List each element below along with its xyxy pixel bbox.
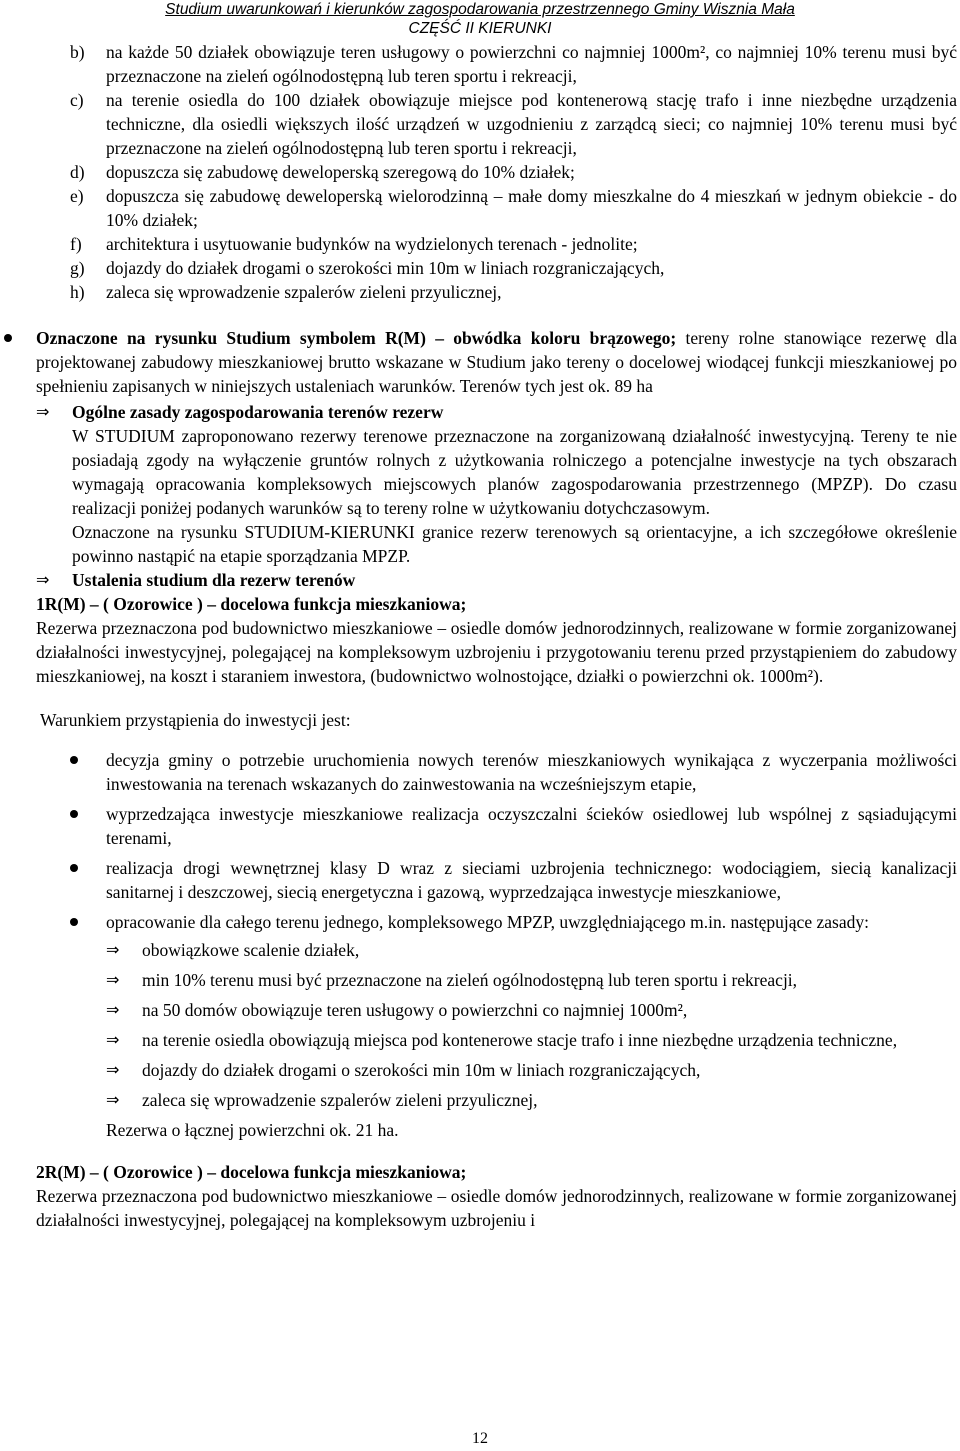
lettered-list [0, 40, 957, 304]
implies-arrow-icon: ⇒ [106, 1090, 120, 1109]
page-header [0, 0, 960, 38]
page-number: 12 [472, 1430, 488, 1447]
implies-arrow-icon: ⇒ [36, 570, 50, 589]
paragraph: Rezerwa przeznaczona pod budownictwo mieszkaniowe – osiedle domów jednorodzinnych, realizowane w formie zorganizowanej działalności inwestycyjnej, polegającej na kompleksowym uzbrojeniu i przygotowaniu terenu przed przystąpieniem do zabudowy mieszkaniowej, na koszt i staraniem inwestora, (budownictwo wolnostojące, działki o powierzchni ok. 1000m²). [36, 618, 957, 686]
bullet-dot-icon [4, 334, 12, 342]
reserve-heading-2: 2R(M) – ( Ozorowice ) – docelowa funkcja mieszkaniowa; [36, 1162, 467, 1182]
list-item: ⇒ zaleca się wprowadzenie szpalerów zieleni przyulicznej, [106, 1090, 538, 1110]
paragraph: Oznaczone na rysunku STUDIUM-KIERUNKI granice rezerw terenowych są orientacyjne, a ich szczegółowe określenie powinno nastąpić na etapie sporządzania MPZP. [72, 522, 957, 566]
list-item: wyprzedzająca inwestycje mieszkaniowe realizacja oczyszczalni ścieków osiedlowej lub wspólnej z sąsiadującymi terenami, [106, 802, 957, 850]
conditions-intro: Warunkiem przystąpienia do inwestycji jest: [40, 710, 351, 730]
list-item: c) na terenie osiedla do 100 działek obowiązuje miejsce pod kontenerową stację trafo i inne niezbędne urządzenia techniczne, dla osiedli większych ilość urządzeń w uzgodnieniu z zarządcą sieci; co najmniej 10% terenu musi być przeznaczone na zieleń ogólnodostępną lub teren sportu i rekreacji, [70, 90, 957, 158]
implies-arrow-icon: ⇒ [106, 970, 120, 989]
reserve-definition: Oznaczone na rysunku Studium symbolem R(M) – obwódka koloru brązowego; tereny rolne stanowiące rezerwę dla projektowanej zabudowy mieszkaniowej brutto wskazane w Studium jako tereny o docelowej wiodącej funkcji mieszkaniowej po spełnieniu zapisanych w niniejszych ustaleniach warunków. Terenów tych jest ok. 89 ha [36, 326, 957, 398]
rules-list [106, 938, 957, 1112]
implies-arrow-icon: ⇒ [106, 1060, 120, 1079]
section-heading-general: ⇒ Ogólne zasady zagospodarowania terenów rezerw [36, 402, 444, 422]
header-part: CZĘŚĆ II KIERUNKI [408, 20, 552, 37]
paragraph: Rezerwa przeznaczona pod budownictwo mieszkaniowe – osiedle domów jednorodzinnych, realizowane w formie zorganizowanej działalności inwestycyjnej, polegającej na kompleksowym uzbrojeniu i [36, 1186, 957, 1230]
list-item: ⇒ na terenie osiedla obowiązują miejsca pod kontenerowe stacje trafo i inne niezbędne urządzenia techniczne, [106, 1030, 898, 1050]
list-item: ⇒ min 10% terenu musi być przeznaczone na zieleń ogólnodostępną lub teren sportu i rekreacji, [106, 970, 798, 990]
list-item: ⇒ obowiązkowe scalenie działek, [106, 940, 360, 960]
implies-arrow-icon: ⇒ [36, 402, 50, 421]
implies-arrow-icon: ⇒ [106, 1030, 120, 1049]
implies-arrow-icon: ⇒ [106, 1000, 120, 1019]
list-item: d) dopuszcza się zabudowę deweloperską szeregową do 10% działek; [70, 162, 575, 182]
paragraph: W STUDIUM zaproponowano rezerwy terenowe przeznaczone na zorganizowaną działalność inwestycyjną. Tereny te nie posiadają zgody na wyłączenie gruntów rolnych z użytkowania rolniczego a potencjalne inwestycje na tych obszarach wymagają opracowania kompleksowych miejscowych planów zagospodarowania przestrzennego (MPZP). Do czasu realizacji poniżej podanych warunków są to tereny rolne w użytkowaniu dotychczasowym. [72, 426, 957, 518]
page-content [36, 40, 957, 1232]
bullet-dot-icon [70, 810, 78, 818]
list-item: b) na każde 50 działek obowiązuje teren usługowy o powierzchni co najmniej 1000m², co najmniej 10% terenu musi być przeznaczone na zieleń ogólnodostępną lub teren sportu i rekreacji, [70, 42, 957, 86]
list-item: opracowanie dla całego terenu jednego, kompleksowego MPZP, uwzględniającego m.in. następujące zasady: ⇒ obowiązkowe scalenie działek, ⇒ min 10% terenu musi być przeznaczone na zieleń ogólnodostępną lub teren sportu i rekreacji, ⇒ na 50 domów obowiązuje teren usługowy o powierzchni co najmniej 1000m², ⇒ na terenie osiedla obowiązują miejsca pod kontenerowe stacje trafo i inne niezbędne urządzenia techniczne, ⇒ dojazdy do działek drogami o szerokości min 10m w liniach rozgraniczających, ⇒ zaleca się wprowadzenie szpalerów zieleni przyulicznej, Rezerwa o łącznej powierzchni ok. 21 ha. [106, 910, 957, 1142]
list-item: realizacja drogi wewnętrznej klasy D wraz z sieciami uzbrojenia technicznego: wodociągiem, siecią kanalizacji sanitarnej i deszczowej, siecią energetyczna i gazową, wyprzedzająca inwestycje mieszkaniowe, [106, 856, 957, 904]
reserve-area-note: Rezerwa o łącznej powierzchni ok. 21 ha. [106, 1120, 399, 1140]
list-item: f) architektura i usytuowanie budynków na wydzielonych terenach - jednolite; [70, 234, 638, 254]
reserve-heading-1: 1R(M) – ( Ozorowice ) – docelowa funkcja mieszkaniowa; [36, 594, 467, 614]
bullet-dot-icon [70, 864, 78, 872]
implies-arrow-icon: ⇒ [106, 940, 120, 959]
conditions-list [36, 748, 957, 1142]
list-item: h) zaleca się wprowadzenie szpalerów zieleni przyulicznej, [70, 282, 502, 302]
list-item: ⇒ dojazdy do działek drogami o szerokości min 10m w liniach rozgraniczających, [106, 1060, 701, 1080]
list-item: e) dopuszcza się zabudowę deweloperską wielorodzinną – małe domy mieszkalne do 4 mieszkań w jednym obiekcie - do 10% działek; [70, 186, 957, 230]
list-item: g) dojazdy do działek drogami o szerokości min 10m w liniach rozgraniczających, [70, 258, 665, 278]
section-heading-rules: ⇒ Ustalenia studium dla rezerw terenów [36, 570, 356, 590]
list-item: decyzja gminy o potrzebie uruchomienia nowych terenów mieszkaniowych wynikająca z wyczerpania możliwości inwestowania na terenach wskazanych do zainwestowania na wcześniejszym etapie, [106, 748, 957, 796]
header-title: Studium uwarunkowań i kierunków zagospodarowania przestrzennego Gminy Wisznia Mała [165, 1, 795, 18]
list-item: ⇒ na 50 domów obowiązuje teren usługowy o powierzchni co najmniej 1000m², [106, 1000, 688, 1020]
bullet-dot-icon [70, 756, 78, 764]
bullet-dot-icon [70, 918, 78, 926]
